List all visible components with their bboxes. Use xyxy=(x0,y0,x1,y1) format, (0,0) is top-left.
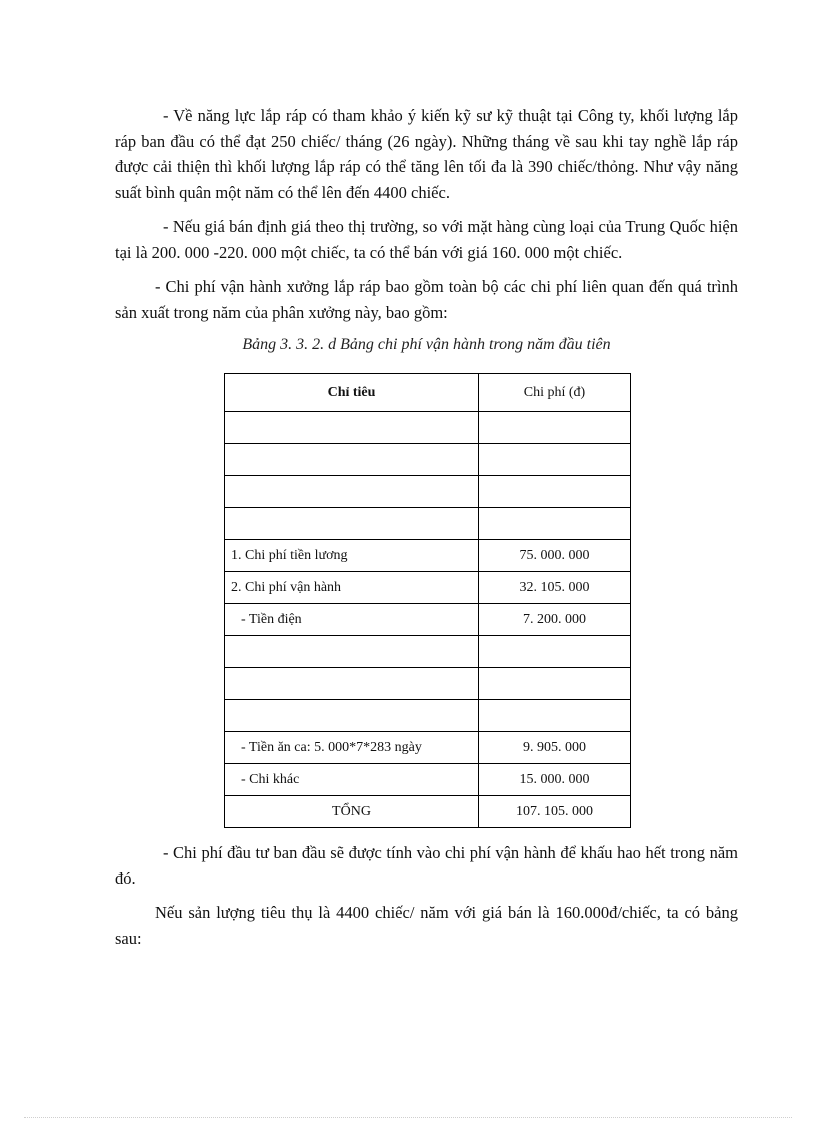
row-value xyxy=(479,700,631,732)
header-cost: Chi phí (đ) xyxy=(479,374,631,412)
header-criteria: Chỉ tiêu xyxy=(225,374,479,412)
row-value xyxy=(479,636,631,668)
row-value: 32. 105. 000 xyxy=(479,572,631,604)
row-label xyxy=(225,412,479,444)
row-value xyxy=(479,412,631,444)
row-label xyxy=(225,668,479,700)
paragraph-sales-volume: Nếu sản lượng tiêu thụ là 4400 chiếc/ năm với giá bán là 160.000đ/chiếc, ta có bảng sau: xyxy=(115,903,738,948)
row-value: 15. 000. 000 xyxy=(479,764,631,796)
table-row xyxy=(225,508,631,540)
row-label: 2. Chi phí vận hành xyxy=(225,572,479,604)
total-label: TỔNG xyxy=(225,796,479,828)
document-page xyxy=(115,103,738,960)
table-row xyxy=(225,476,631,508)
table-row xyxy=(225,732,631,764)
row-label xyxy=(225,636,479,668)
paragraph-depreciation: - Chi phí đầu tư ban đầu sẽ được tính vào chi phí vận hành để khấu hao hết trong năm đó. xyxy=(115,843,738,888)
row-value xyxy=(479,668,631,700)
row-value: 9. 905. 000 xyxy=(479,732,631,764)
row-label: - Tiền điện xyxy=(225,604,479,636)
total-value: 107. 105. 000 xyxy=(479,796,631,828)
row-value xyxy=(479,476,631,508)
paragraph-operating-costs: - Chi phí vận hành xưởng lắp ráp bao gồm toàn bộ các chi phí liên quan đến quá trình sản xuất trong năm của phân xưởng này, bao gồm: xyxy=(115,277,738,322)
row-label: - Tiền ăn ca: 5. 000*7*283 ngày xyxy=(225,732,479,764)
row-value xyxy=(479,508,631,540)
row-label xyxy=(225,444,479,476)
row-value: 75. 000. 000 xyxy=(479,540,631,572)
cost-table xyxy=(224,373,631,828)
row-label: 1. Chi phí tiền lương xyxy=(225,540,479,572)
table-row xyxy=(225,540,631,572)
table-row xyxy=(225,700,631,732)
table-row xyxy=(225,668,631,700)
row-label: - Chi khác xyxy=(225,764,479,796)
table-header-row xyxy=(225,374,631,412)
table-row xyxy=(225,572,631,604)
row-label xyxy=(225,508,479,540)
paragraph-assembly-capacity: - Về năng lực lắp ráp có tham khảo ý kiến kỹ sư kỹ thuật tại Công ty, khối lượng lắp ráp ban đầu có thể đạt 250 chiếc/ tháng (26 ngày). Những tháng về sau khi tay nghề lắp ráp được cải thiện thì khối lượng lắp ráp có thể tăng lên tối đa là 390 chiếc/thỏng. Như vậy năng suất bình quân một năm có thể lên đến 4400 chiếc. xyxy=(115,106,738,202)
paragraph-pricing: - Nếu giá bán định giá theo thị trường, so với mặt hàng cùng loại của Trung Quốc hiện tại là 200. 000 -220. 000 một chiếc, ta có thể bán với giá 160. 000 một chiếc. xyxy=(115,217,738,262)
row-value xyxy=(479,444,631,476)
table-row xyxy=(225,412,631,444)
table-total-row xyxy=(225,796,631,828)
row-value: 7. 200. 000 xyxy=(479,604,631,636)
row-label xyxy=(225,476,479,508)
table-row xyxy=(225,764,631,796)
table-row xyxy=(225,444,631,476)
row-label xyxy=(225,700,479,732)
table-caption: Bảng 3. 3. 2. d Bảng chi phí vận hành trong năm đầu tiên xyxy=(242,336,611,353)
table-row xyxy=(225,636,631,668)
page-bottom-divider xyxy=(24,1117,792,1118)
table-row xyxy=(225,604,631,636)
